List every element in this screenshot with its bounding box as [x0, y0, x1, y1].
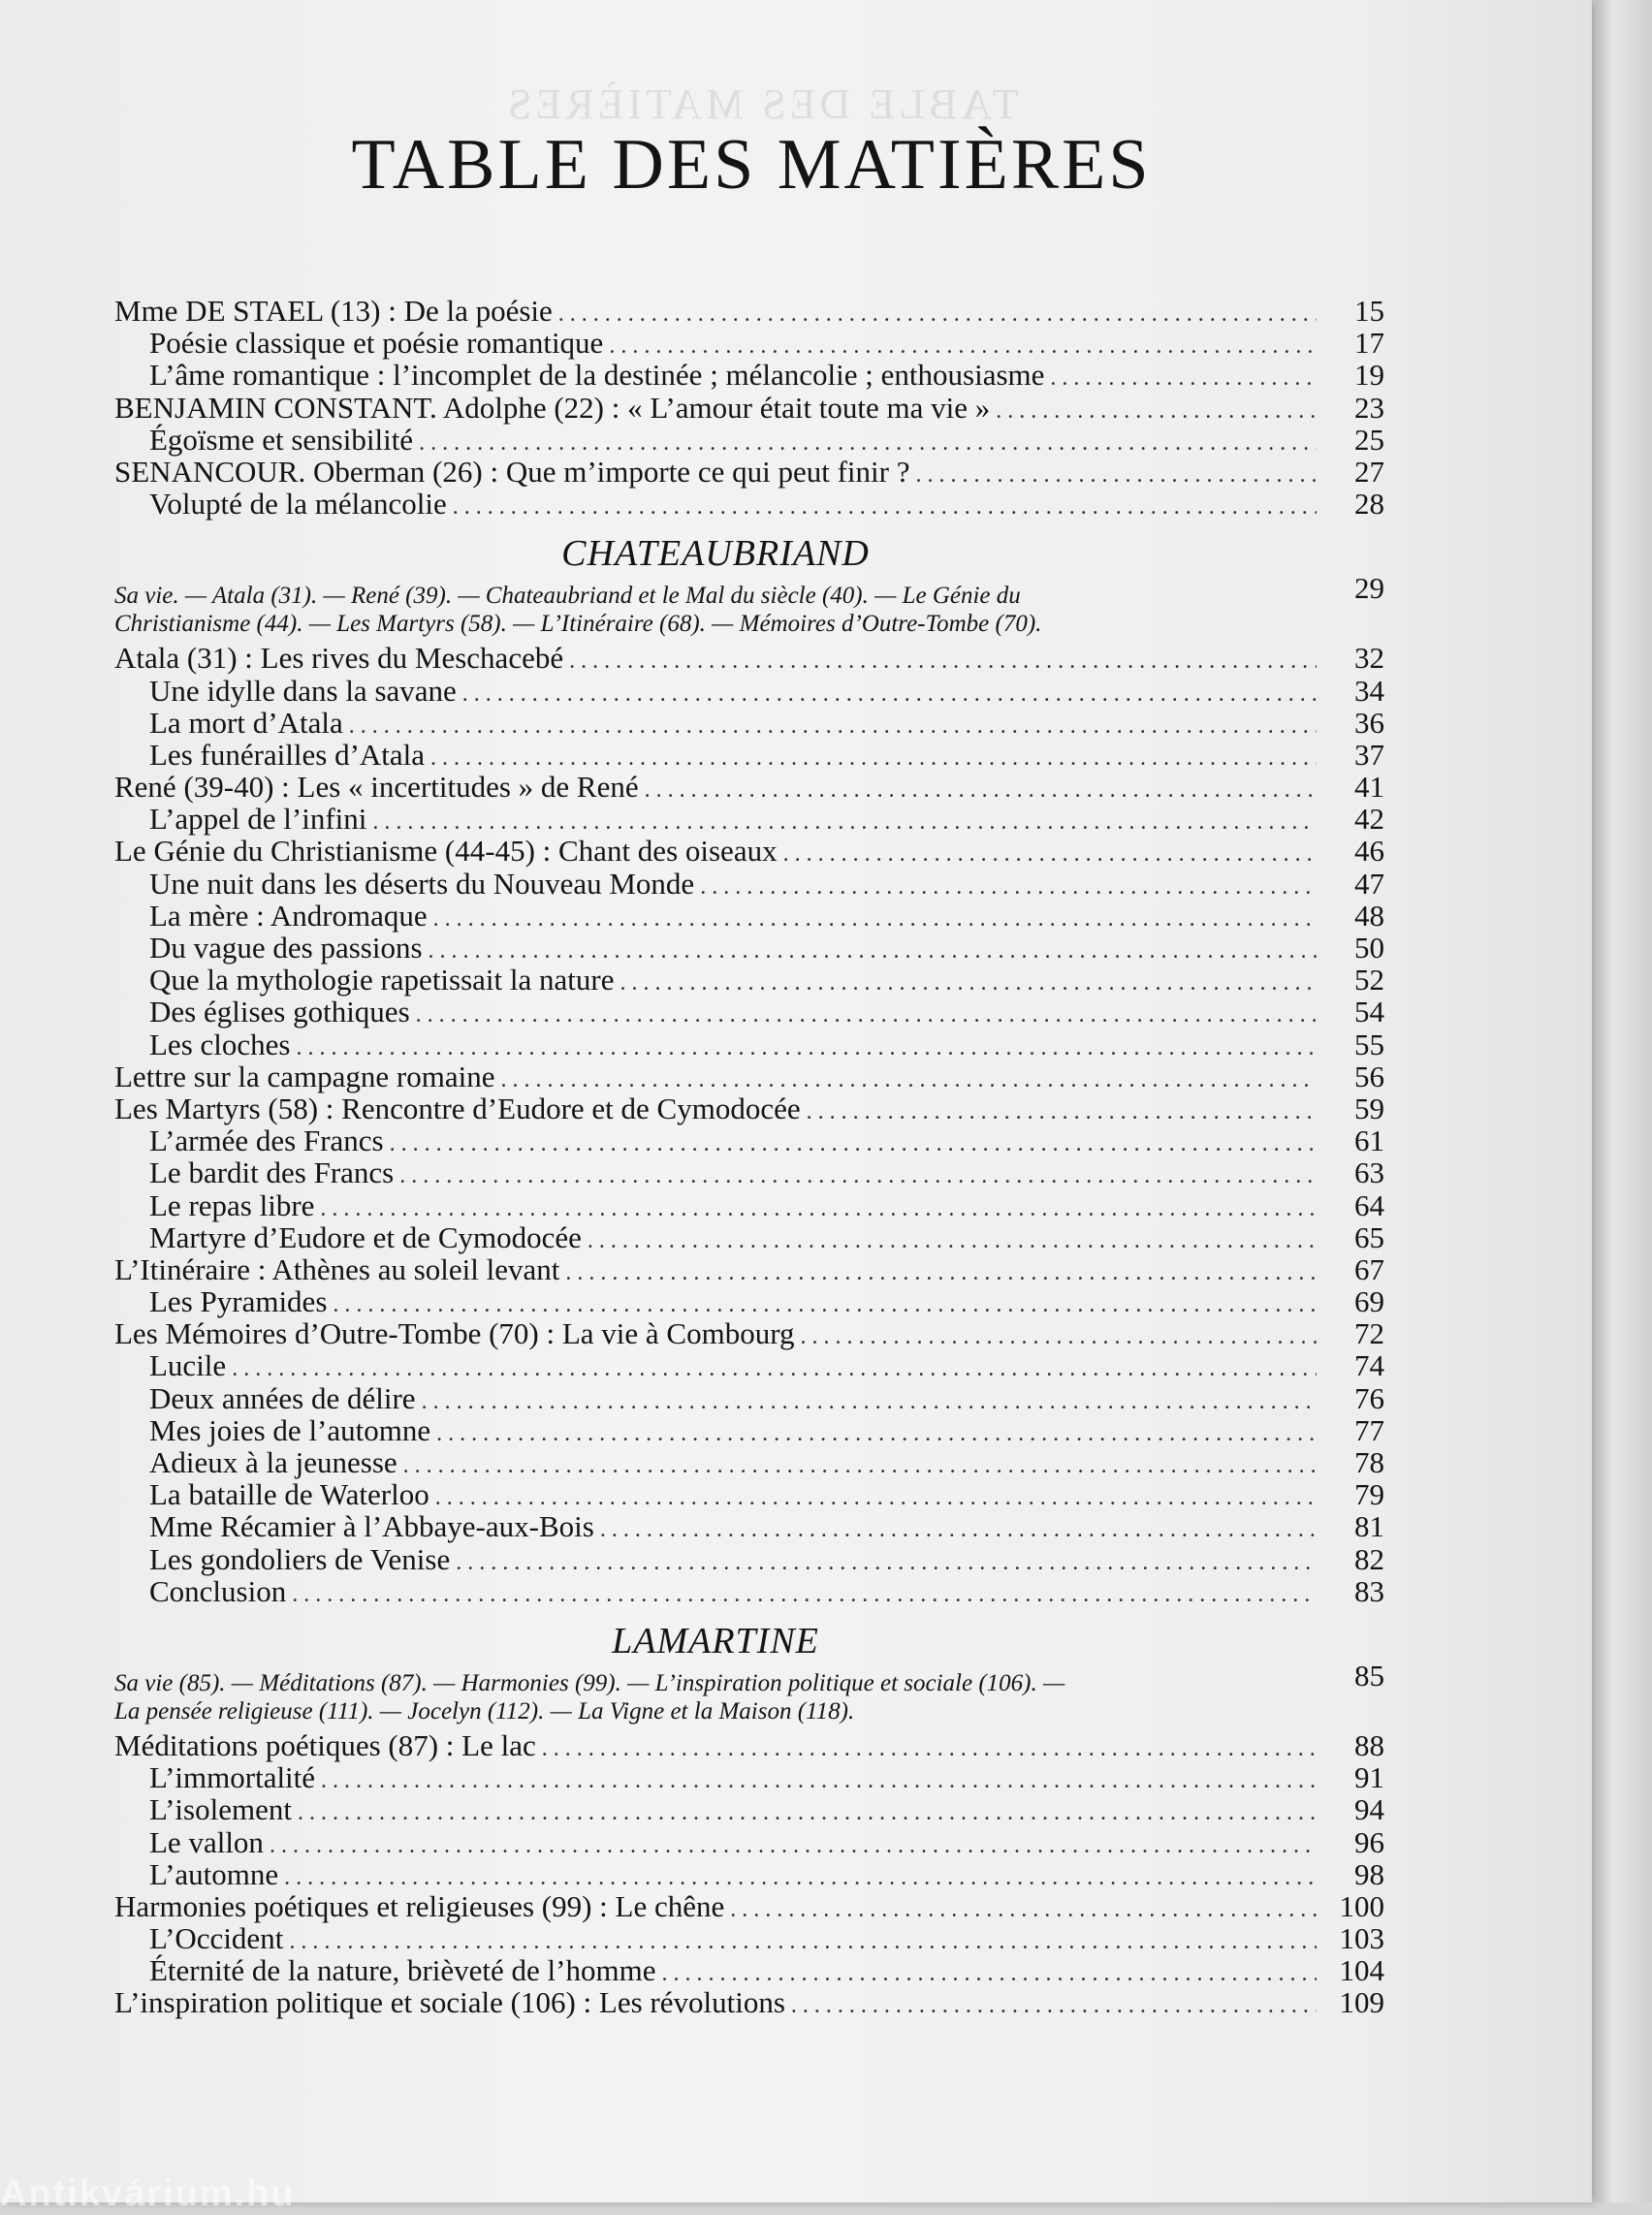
toc-entry[interactable] — [114, 868, 1384, 900]
show-through-text: TABLE DES MATIÈRES — [504, 80, 1019, 128]
summary-line: Christianisme (44). — Les Martyrs (58). — L’Itinéraire (68). — Mémoires d’Outre-Tombe (70). — [114, 611, 1042, 638]
dot-leader — [289, 1922, 1317, 1954]
dot-leader — [430, 739, 1317, 771]
toc-entry[interactable] — [114, 1092, 1384, 1124]
dot-leader — [333, 1285, 1317, 1317]
dot-leader — [284, 1858, 1317, 1890]
page-number: 61 — [1354, 1123, 1384, 1158]
dot-leader — [609, 327, 1317, 359]
dot-leader — [403, 1446, 1317, 1478]
section-summary — [114, 1658, 1384, 1725]
toc-entry[interactable] — [114, 964, 1384, 996]
toc-entry[interactable] — [114, 1761, 1384, 1793]
toc-entry[interactable] — [114, 1285, 1384, 1317]
dot-leader — [372, 803, 1317, 835]
page-number: 23 — [1354, 390, 1384, 425]
entry-title: L’âme romantique : l’incomplet de la destinée ; mélancolie ; enthousiasme — [149, 358, 1045, 393]
toc-entry[interactable] — [114, 1221, 1384, 1253]
page-number: 78 — [1354, 1445, 1384, 1479]
section-heading: LAMARTINE — [612, 1620, 819, 1661]
dot-leader — [436, 1414, 1317, 1446]
page-number: 54 — [1354, 995, 1384, 1029]
entry-title: Les Martyrs (58) : Rencontre d’Eudore et de Cymodocée — [114, 1091, 801, 1125]
entry-title: Poésie classique et poésie romantique — [149, 326, 604, 361]
entry-title: Une nuit dans les déserts du Nouveau Monde — [149, 866, 695, 901]
toc-entry[interactable] — [114, 1922, 1384, 1954]
dot-leader — [416, 996, 1317, 1028]
page-number: 27 — [1354, 454, 1384, 489]
entry-title: L’isolement — [149, 1792, 292, 1827]
toc-entry[interactable] — [114, 803, 1384, 835]
entry-title: Les gondoliers de Venise — [149, 1541, 451, 1576]
entry-title: René (39-40) : Les « incertitudes » de René — [114, 770, 639, 805]
page-number: 28 — [1354, 487, 1384, 522]
entry-title: Adieux à la jeunesse — [149, 1445, 397, 1479]
page-number: 55 — [1354, 1027, 1384, 1061]
toc-entry[interactable] — [114, 1729, 1384, 1761]
toc-entry[interactable] — [114, 1156, 1384, 1188]
dot-leader — [800, 1317, 1317, 1349]
page-number: 72 — [1354, 1316, 1384, 1351]
dot-leader — [320, 1189, 1317, 1221]
entry-title: Atala (31) : Les rives du Meschacebé — [114, 641, 564, 676]
entry-title: SENANCOUR. Oberman (26) : Que m’importe ce qui peut finir ? — [114, 454, 910, 489]
page-number: 67 — [1354, 1251, 1384, 1286]
entry-title: Éternité de la nature, brièveté de l’homme — [149, 1953, 656, 1988]
toc-entry[interactable] — [114, 932, 1384, 964]
entry-title: Les cloches — [149, 1027, 291, 1061]
dot-leader — [456, 1543, 1317, 1575]
dot-leader — [232, 1349, 1317, 1381]
dot-leader — [565, 1253, 1317, 1285]
entry-title: Les Pyramides — [149, 1284, 328, 1319]
entry-title: L’appel de l’infini — [149, 802, 367, 837]
entry-title: Le vallon — [149, 1824, 264, 1859]
entry-title: L’immortalité — [149, 1760, 316, 1795]
entry-title: Que la mythologie rapetissait la nature — [149, 963, 615, 997]
dot-leader — [433, 900, 1317, 932]
dot-leader — [600, 1510, 1317, 1542]
entry-title: Une idylle dans la savane — [149, 673, 457, 708]
summary-line: Sa vie. — Atala (31). — René (39). — Chateaubriand et le Mal du siècle (40). — Le Génie du — [114, 583, 1021, 610]
entry-title: L’inspiration politique et sociale (106) : Les révolutions — [114, 1985, 785, 2020]
page-number: 65 — [1354, 1219, 1384, 1254]
page-number: 42 — [1354, 802, 1384, 837]
toc-entry[interactable] — [114, 1954, 1384, 1986]
entry-title: La mère : Andromaque — [149, 898, 428, 933]
dot-leader — [399, 1156, 1317, 1188]
entry-title: BENJAMIN CONSTANT. Adolphe (22) : « L’amour était toute ma vie » — [114, 390, 991, 425]
toc-entry[interactable] — [114, 1253, 1384, 1285]
dot-leader — [292, 1575, 1317, 1607]
toc-entry[interactable] — [114, 1349, 1384, 1381]
summary-line: La pensée religieuse (111). — Jocelyn (112). — La Vigne et la Maison (118). — [114, 1697, 855, 1725]
toc-entry[interactable] — [114, 1575, 1384, 1607]
page-number: 63 — [1354, 1155, 1384, 1190]
toc-entry[interactable] — [114, 359, 1384, 391]
dot-leader — [298, 1793, 1317, 1825]
entry-title: Le bardit des Francs — [149, 1155, 395, 1190]
page-number: 85 — [1354, 1658, 1384, 1693]
page-number: 48 — [1354, 898, 1384, 933]
page-number: 64 — [1354, 1187, 1384, 1222]
entry-title: Le repas libre — [149, 1187, 315, 1222]
page-number: 100 — [1339, 1888, 1384, 1923]
toc-entry[interactable] — [114, 1189, 1384, 1221]
dot-leader — [588, 1221, 1317, 1253]
toc-entry[interactable] — [114, 739, 1384, 771]
toc-entry[interactable] — [114, 1826, 1384, 1858]
entry-title: Méditations poétiques (87) : Le lac — [114, 1727, 536, 1762]
page-number: 17 — [1354, 326, 1384, 361]
page-number: 104 — [1339, 1953, 1384, 1988]
toc-entry[interactable] — [114, 1028, 1384, 1060]
dot-leader — [558, 295, 1317, 327]
dot-leader — [915, 456, 1317, 488]
toc-entry[interactable] — [114, 771, 1384, 803]
dot-leader — [462, 675, 1317, 707]
dot-leader — [730, 1890, 1317, 1922]
dot-leader — [807, 1092, 1317, 1124]
page-number: 50 — [1354, 931, 1384, 965]
toc-entry[interactable] — [114, 1858, 1384, 1890]
entry-title: Harmonies poétiques et religieuses (99) : Le chêne — [114, 1888, 725, 1923]
toc-entry[interactable] — [114, 295, 1384, 327]
dot-leader — [296, 1028, 1317, 1060]
dot-leader — [996, 392, 1317, 424]
page-number: 91 — [1354, 1760, 1384, 1795]
entry-title: La bataille de Waterloo — [149, 1477, 429, 1512]
dot-leader — [1050, 359, 1317, 391]
dot-leader — [270, 1826, 1317, 1858]
entry-title: Volupté de la mélancolie — [149, 487, 447, 522]
toc-entry[interactable] — [114, 1446, 1384, 1478]
page-number: 82 — [1354, 1541, 1384, 1576]
dot-leader — [645, 771, 1317, 803]
page-number: 83 — [1354, 1573, 1384, 1608]
entry-title: Mme DE STAEL (13) : De la poésie — [114, 294, 553, 328]
page-number: 76 — [1354, 1380, 1384, 1415]
page-number: 25 — [1354, 422, 1384, 457]
page-number: 109 — [1339, 1985, 1384, 2020]
dot-leader — [390, 1124, 1317, 1156]
toc-entry[interactable] — [114, 642, 1384, 674]
entry-title: Conclusion — [149, 1573, 287, 1608]
entry-title: L’armée des Francs — [149, 1123, 384, 1158]
dot-leader — [429, 932, 1317, 964]
toc-entry[interactable] — [114, 1317, 1384, 1349]
page-number: 79 — [1354, 1477, 1384, 1512]
page-number: 41 — [1354, 770, 1384, 805]
entry-title: Martyre d’Eudore et de Cymodocée — [149, 1219, 582, 1254]
toc-entry[interactable] — [114, 1543, 1384, 1575]
page-number: 46 — [1354, 834, 1384, 869]
dot-leader — [661, 1954, 1317, 1986]
toc-entry[interactable] — [114, 1510, 1384, 1542]
toc-entry[interactable] — [114, 327, 1384, 359]
toc-entry[interactable] — [114, 835, 1384, 867]
toc-entry[interactable] — [114, 1793, 1384, 1825]
dot-leader — [453, 488, 1317, 520]
page-number: 59 — [1354, 1091, 1384, 1125]
page-number: 47 — [1354, 866, 1384, 901]
table-of-contents — [114, 295, 1384, 2019]
dot-leader — [700, 868, 1317, 900]
entry-title: Mme Récamier à l’Abbaye-aux-Bois — [149, 1509, 594, 1544]
page-number: 103 — [1339, 1921, 1384, 1956]
dot-leader — [435, 1478, 1317, 1510]
page-number: 32 — [1354, 641, 1384, 676]
entry-title: Deux années de délire — [149, 1380, 416, 1415]
page-number: 77 — [1354, 1412, 1384, 1447]
toc-entry[interactable] — [114, 1414, 1384, 1446]
page-number: 74 — [1354, 1348, 1384, 1383]
toc-entry[interactable] — [114, 1890, 1384, 1922]
dot-leader — [542, 1729, 1317, 1761]
page-number: 52 — [1354, 963, 1384, 997]
entry-title: Lucile — [149, 1348, 227, 1383]
entry-title: Des églises gothiques — [149, 995, 410, 1029]
toc-entry[interactable] — [114, 392, 1384, 424]
section-summary — [114, 571, 1384, 638]
page-title: TABLE DES MATIÈRES — [351, 125, 1152, 205]
page-number: 29 — [1354, 571, 1384, 606]
dot-leader — [349, 707, 1317, 739]
dot-leader — [419, 424, 1317, 456]
entry-title: Mes joies de l’automne — [149, 1412, 431, 1447]
dot-leader — [500, 1060, 1317, 1092]
page-number: 37 — [1354, 737, 1384, 772]
summary-line: Sa vie (85). — Méditations (87). — Harmonies (99). — L’inspiration politique et sociale (106). — — [114, 1669, 1065, 1696]
page-number: 56 — [1354, 1059, 1384, 1093]
toc-entry[interactable] — [114, 424, 1384, 456]
entry-title: Égoïsme et sensibilité — [149, 422, 414, 457]
dot-leader — [620, 964, 1318, 996]
toc-entry[interactable] — [114, 707, 1384, 739]
page-number: 81 — [1354, 1509, 1384, 1544]
entry-title: Le Génie du Christianisme (44-45) : Chant des oiseaux — [114, 834, 778, 869]
page-number: 36 — [1354, 705, 1384, 740]
entry-title: Les funérailles d’Atala — [149, 737, 426, 772]
dot-leader — [422, 1382, 1317, 1414]
dot-leader — [783, 835, 1317, 867]
toc-entry[interactable] — [114, 1382, 1384, 1414]
toc-entry[interactable] — [114, 1478, 1384, 1510]
page-number: 98 — [1354, 1856, 1384, 1891]
toc-entry[interactable] — [114, 675, 1384, 707]
page-number: 88 — [1354, 1727, 1384, 1762]
entry-title: La mort d’Atala — [149, 705, 343, 740]
toc-entry[interactable] — [114, 1124, 1384, 1156]
dot-leader — [791, 1986, 1317, 2018]
next-page-edge — [1596, 0, 1652, 2202]
dot-leader — [321, 1761, 1317, 1793]
entry-title: L’Occident — [149, 1921, 284, 1956]
dot-leader — [569, 642, 1317, 674]
entry-title: Lettre sur la campagne romaine — [114, 1059, 495, 1093]
entry-title: Du vague des passions — [149, 931, 423, 965]
entry-title: L’automne — [149, 1856, 279, 1891]
toc-entry[interactable] — [114, 1060, 1384, 1092]
page-number: 96 — [1354, 1824, 1384, 1859]
section-heading: CHATEAUBRIAND — [561, 533, 870, 575]
toc-entry[interactable] — [114, 1986, 1384, 2018]
watermark: Antikvárium.hu — [0, 2173, 296, 2214]
page-number: 69 — [1354, 1284, 1384, 1319]
toc-entry[interactable] — [114, 900, 1384, 932]
page-number: 34 — [1354, 673, 1384, 708]
toc-entry[interactable] — [114, 456, 1384, 488]
page-number: 15 — [1354, 294, 1384, 328]
entry-title: L’Itinéraire : Athènes au soleil levant — [114, 1251, 560, 1286]
toc-entry[interactable] — [114, 996, 1384, 1028]
page-number: 94 — [1354, 1792, 1384, 1827]
entry-title: Les Mémoires d’Outre-Tombe (70) : La vie à Combourg — [114, 1316, 795, 1351]
toc-entry[interactable] — [114, 488, 1384, 520]
page-number: 19 — [1354, 358, 1384, 393]
